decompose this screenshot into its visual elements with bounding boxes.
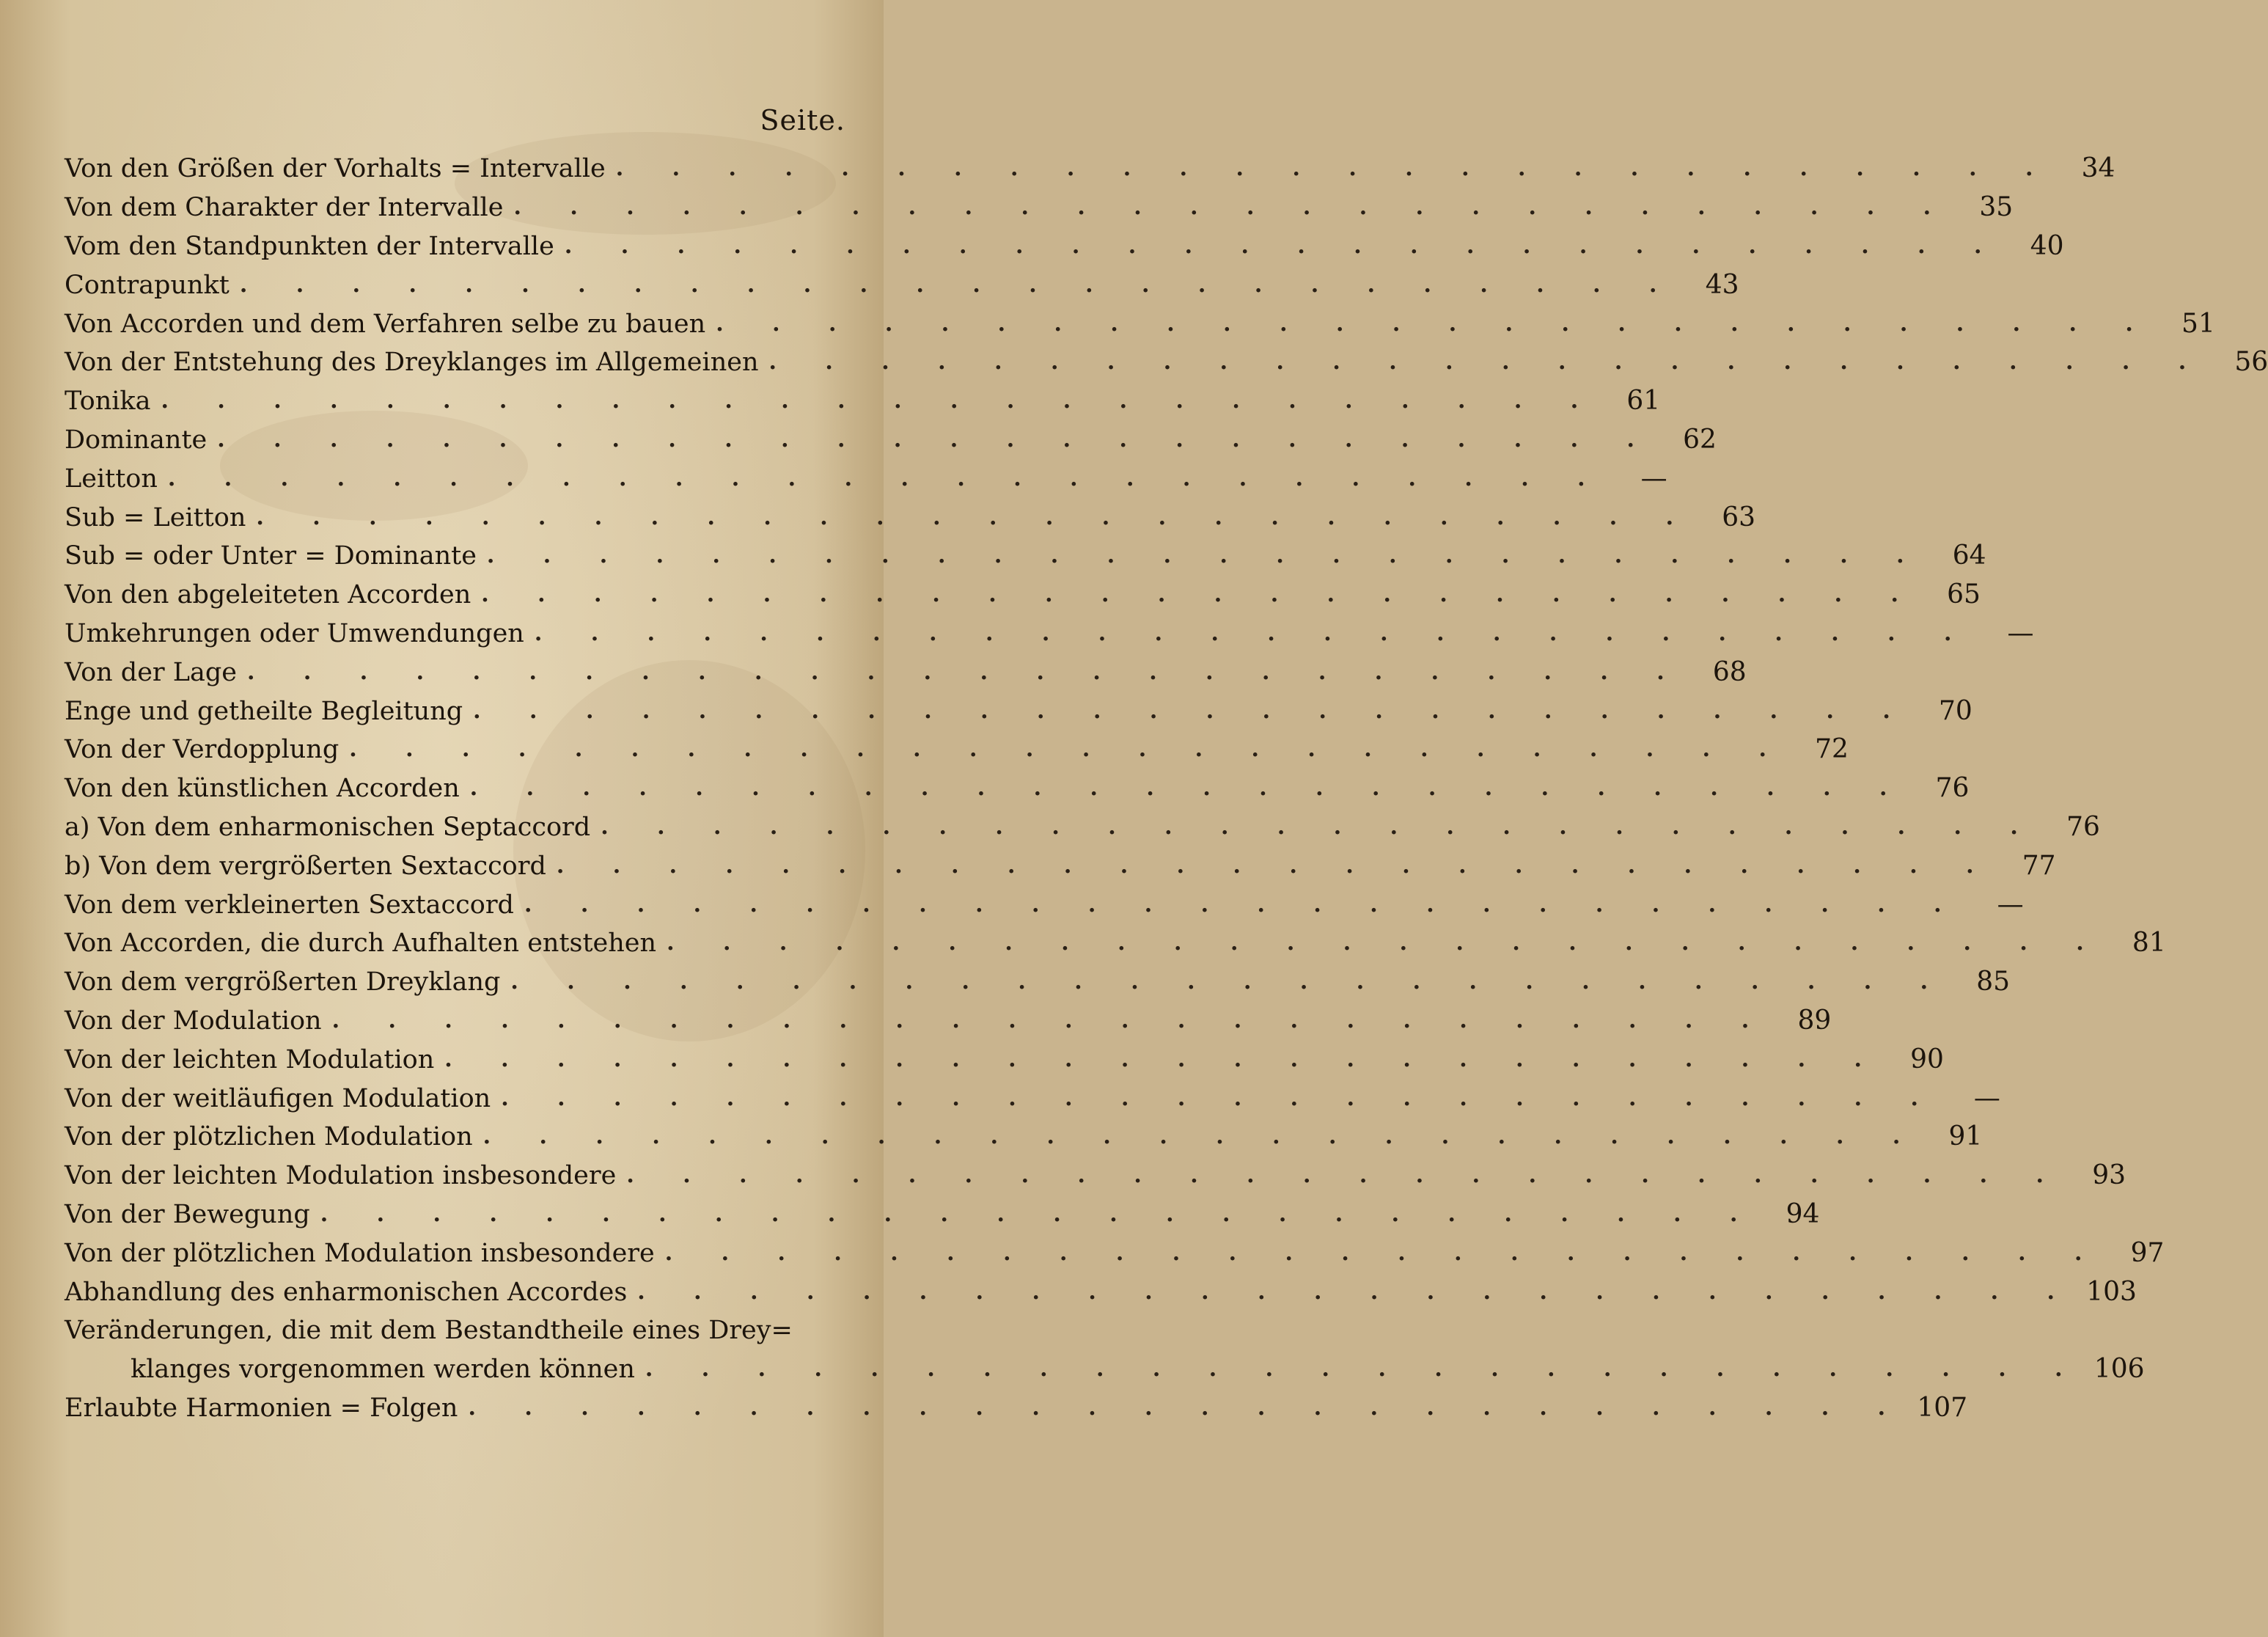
dot-leader: . . . . . . . . . . . . . . . . . . . . . . . . . . <box>645 1356 2083 1383</box>
dot-leader: . . . . . . . . . . . . . . . . . . . . . . . . . . <box>482 1124 1921 1150</box>
dot-leader: . . . . . . . . . . . . . . . . . . . . . . . . . . <box>664 1239 2103 1266</box>
toc-entry <box>65 421 1717 460</box>
dot-leader: . . . . . . . . . . . . . . . . . . . . . . . . . . <box>349 736 1787 763</box>
entry-title: Von den künstlichen Accorden <box>65 774 460 804</box>
toc-entry <box>65 537 1986 576</box>
entry-page-number: 97 <box>2130 1237 2165 1268</box>
dot-leader: . . . . . . . . . . . . . . . . . . . . . . . . . . <box>601 813 2038 840</box>
entry-title: Vom den Standpunkten der Intervalle <box>65 231 554 261</box>
toc-entry <box>65 653 1747 692</box>
entry-title: Von dem verkleinerten Sextaccord <box>65 890 514 920</box>
entry-page-number: 94 <box>1786 1198 1820 1229</box>
entry-title: Von der plötzlichen Modulation insbesondere <box>65 1238 655 1268</box>
dot-leader: . . . . . . . . . . . . . . . . . . . . . . . . . . <box>468 1394 1906 1421</box>
entry-title: Sub = Leitton <box>65 502 246 532</box>
dot-leader: . . . . . . . . . . . . . . . . . . . . . . . . . . <box>481 582 1919 608</box>
dot-leader: . . . . . . . . . . . . . . . . . . . . . . . . . . <box>556 852 1994 879</box>
entry-title: Von der leichten Modulation <box>65 1044 435 1074</box>
toc-entry <box>65 498 1756 537</box>
entry-page-number: 72 <box>1815 734 1849 765</box>
dot-leader: . . . . . . . . . . . . . . . . . . . . . . . . . . <box>524 891 1962 918</box>
toc-entry <box>65 924 2166 963</box>
toc-entry <box>65 265 1739 304</box>
entry-page-number: 103 <box>2086 1276 2137 1307</box>
dot-leader: . . . . . . . . . . . . . . . . . . . . . . . . . . <box>716 310 2154 337</box>
toc-entry <box>65 1195 1820 1234</box>
entry-title: Von der plötzlichen Modulation <box>65 1122 473 1152</box>
entry-title: Von der Modulation <box>65 1006 322 1036</box>
entry-page-number: 107 <box>1917 1392 1968 1423</box>
entry-page-number: 56 <box>2234 347 2268 378</box>
dot-leader: . . . . . . . . . . . . . . . . . . . . . . . . . . <box>667 930 2104 956</box>
toc-entry <box>65 808 2100 847</box>
dot-leader: . . . . . . . . . . . . . . . . . . . . . . . . . . <box>239 271 1678 298</box>
dot-leader: . . . . . . . . . . . . . . . . . . . . . . . . . . <box>501 1085 1939 1111</box>
entry-title: Erlaubte Harmonien = Folgen <box>65 1393 458 1423</box>
toc-entry <box>65 846 2056 885</box>
entry-title: Dominante <box>65 425 208 455</box>
entry-title: Von der Entstehung des Dreyklanges im Allgemeinen <box>65 348 759 378</box>
entry-title: Enge und getheilte Begleitung <box>65 696 463 726</box>
dot-leader: . . . . . . . . . . . . . . . . . . . . . . . . . . <box>473 697 1911 724</box>
dot-leader: . . . . . . . . . . . . . . . . . . . . . . . . . . <box>217 426 1655 453</box>
dot-leader: . . . . . . . . . . . . . . . . . . . . . . . . . . <box>486 543 1925 569</box>
toc-entry <box>65 1040 1944 1079</box>
toc-entry <box>65 769 1970 808</box>
entry-title: Von der Bewegung <box>65 1199 310 1229</box>
toc-entry <box>65 730 1849 769</box>
toc-entry <box>65 1157 2126 1195</box>
entry-page-number: 62 <box>1683 424 1717 455</box>
entry-page-number: 51 <box>2181 308 2215 339</box>
toc-entry <box>65 1311 845 1350</box>
entry-page-number: — <box>1973 1083 2000 1113</box>
dot-leader: . . . . . . . . . . . . . . . . . . . . . . . . . . <box>768 349 2207 376</box>
entry-title: Umkehrungen oder Umwendungen <box>65 618 524 648</box>
entry-title: Von Accorden, die durch Aufhalten entstehen <box>65 929 657 959</box>
toc-entry <box>65 227 2064 266</box>
entry-title: Abhandlung des enharmonischen Accordes <box>65 1277 628 1307</box>
entry-title: Von den Größen der Vorhalts = Intervalle <box>65 154 606 184</box>
toc-entry <box>65 963 2011 1002</box>
toc-entry <box>65 1389 1968 1428</box>
toc-entry <box>65 1079 2000 1118</box>
toc-entry <box>65 1002 1832 1041</box>
entry-title: Von Accorden und dem Verfahren selbe zu bauen <box>65 309 706 339</box>
entry-title: a) Von dem enharmonischen Septaccord <box>65 812 591 842</box>
entry-page-number: 43 <box>1705 269 1739 300</box>
toc-entry <box>65 343 2268 382</box>
toc-entry <box>65 1272 2137 1311</box>
entry-page-number: 85 <box>1976 967 2011 997</box>
toc-entry <box>65 188 2014 227</box>
entry-title: Von der leichten Modulation insbesondere <box>65 1161 617 1191</box>
dot-leader: . . . . . . . . . . . . . . . . . . . . . . . . . . <box>320 1201 1758 1227</box>
entry-page-number: 90 <box>1910 1044 1944 1074</box>
dot-leader: . . . . . . . . . . . . . . . . . . . . . . . . . . <box>564 232 2003 259</box>
dot-leader: . . . . . . . . . . . . . . . . . . . . . . . . . . <box>510 969 1949 995</box>
entry-page-number: — <box>2007 618 2034 648</box>
toc-entry <box>65 150 2115 188</box>
dot-leader: . . . . . . . . . . . . . . . . . . . . . . . . . . <box>161 388 1599 414</box>
dot-leader: . . . . . . . . . . . . . . . . . . . . . . . . . . <box>331 1007 1770 1033</box>
toc-entry <box>65 692 1972 730</box>
dot-leader: . . . . . . . . . . . . . . . . . . . . . . . . . . <box>469 775 1908 802</box>
entry-page-number: 106 <box>2093 1354 2145 1385</box>
entry-title: Contrapunkt <box>65 270 230 300</box>
dot-leader: . . . . . . . . . . . . . . . . . . . . . . . . . . <box>637 1278 2075 1305</box>
entry-page-number: 35 <box>1979 192 2014 223</box>
dot-leader: . . . . . . . . . . . . . . . . . . . . . . . . . . <box>626 1162 2065 1189</box>
entry-page-number: 34 <box>2081 153 2115 184</box>
entry-page-number: 64 <box>1952 541 1986 571</box>
entry-title: Von der Verdopplung <box>65 735 340 765</box>
entry-title: klanges vorgenommen werden können <box>131 1355 635 1385</box>
entry-page-number: 76 <box>2066 811 2100 842</box>
toc-entry <box>65 885 2024 924</box>
toc-entry <box>65 1118 1983 1157</box>
entry-page-number: 76 <box>1935 773 1970 804</box>
entry-title: Sub = oder Unter = Dominante <box>65 541 477 571</box>
entry-title: Veränderungen, die mit dem Bestandtheile eines Drey= <box>65 1316 793 1346</box>
entry-page-number: 89 <box>1797 1005 1832 1036</box>
dot-leader: . . . . . . . . . . . . . . . . . . . . . . . . . . <box>167 465 1606 491</box>
toc-entry <box>65 576 1981 615</box>
toc-entry <box>65 459 1667 498</box>
entry-page-number: 65 <box>1947 579 1981 610</box>
entry-title: Von dem Charakter der Intervalle <box>65 193 504 223</box>
entry-title: Von den abgeleiteten Accorden <box>65 580 471 610</box>
entry-title: Von dem vergrößerten Dreyklang <box>65 967 501 997</box>
toc-entry <box>65 304 2215 343</box>
dot-leader: . . . . . . . . . . . . . . . . . . . . . . . . . . <box>534 620 1972 646</box>
dot-leader: . . . . . . . . . . . . . . . . . . . . . . . . . . <box>247 659 1685 685</box>
toc-entry <box>65 1234 2165 1272</box>
entry-title: Von der weitläufigen Modulation <box>65 1083 491 1113</box>
entry-page-number: — <box>1997 889 2024 920</box>
entry-page-number: 77 <box>2022 850 2056 881</box>
entry-title: b) Von dem vergrößerten Sextaccord <box>65 851 546 881</box>
entry-page-number: 68 <box>1712 656 1747 687</box>
dot-leader: . . . . . . . . . . . . . . . . . . . . . . . . . . <box>444 1046 1882 1072</box>
toc-entry-continuation <box>65 1350 2145 1389</box>
entry-page-number: 61 <box>1626 386 1661 417</box>
page-column-header: Seite. <box>760 104 845 136</box>
entry-page-number: 81 <box>2132 928 2166 959</box>
table-of-contents <box>65 150 2268 1427</box>
entry-page-number: 91 <box>1948 1121 1983 1152</box>
dot-leader: . . . . . . . . . . . . . . . . . . . . . . . . . . <box>615 155 2054 182</box>
toc-entry <box>65 615 2034 653</box>
dot-leader: . . . . . . . . . . . . . . . . . . . . . . . . . . <box>256 504 1695 530</box>
entry-title: Leitton <box>65 464 158 494</box>
entry-title: Von der Lage <box>65 657 238 687</box>
entry-title: Tonika <box>65 387 151 417</box>
entry-page-number: 70 <box>1939 695 1972 726</box>
toc-entry <box>65 382 1661 421</box>
entry-page-number: 40 <box>2030 230 2064 261</box>
entry-page-number: 63 <box>1722 502 1756 532</box>
dot-leader: . . . . . . . . . . . . . . . . . . . . . . . . . . <box>513 194 1952 221</box>
entry-page-number: — <box>1640 463 1667 494</box>
entry-page-number: 93 <box>2092 1160 2126 1191</box>
